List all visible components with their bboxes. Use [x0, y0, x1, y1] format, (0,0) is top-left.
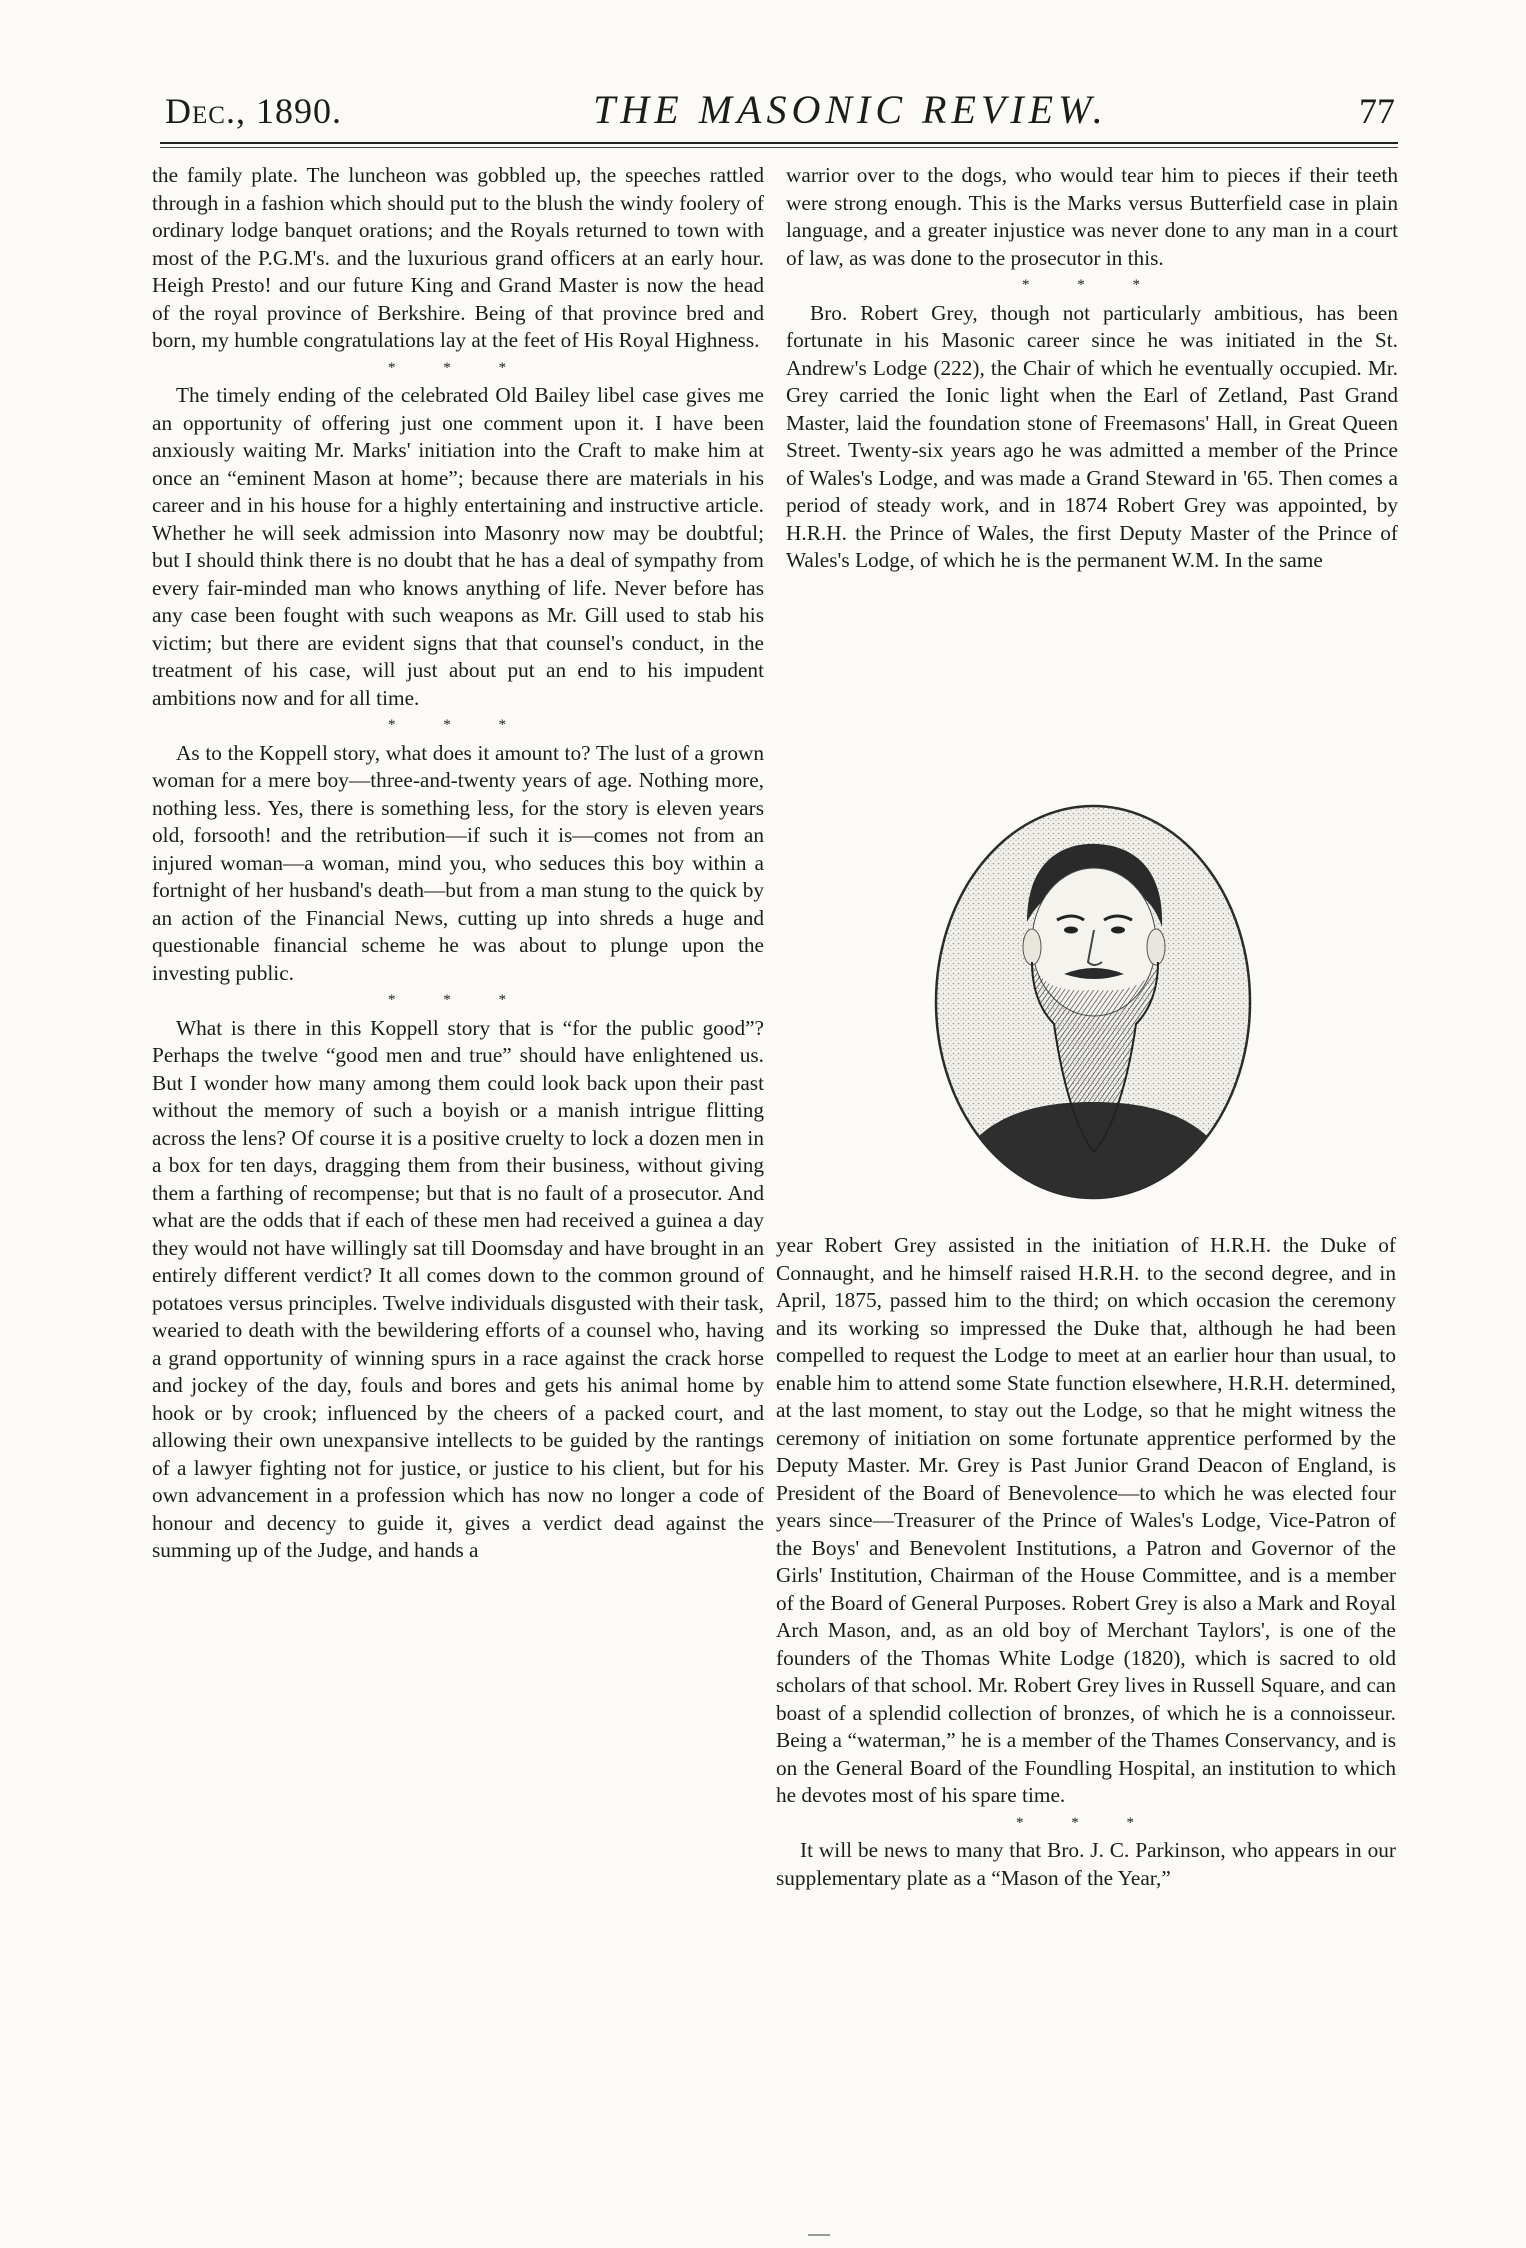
issue-date: Dec., 1890. — [165, 91, 342, 131]
section-separator: * * * — [1022, 277, 1162, 293]
paragraph: Bro. Robert Grey, though not particularly ambitious, has been fortunate in his Masonic career since he was initiated in the St. Andrew's Lodge (222), the Chair of which he eventually occupied. Mr. Grey carried the Ionic light when the Earl of Zetland, Past Grand Master, laid the foundation stone of Freemasons' Hall, in Great Queen Street. Twenty-six years ago he was admitted a member of the Prince of Wales's Lodge, and was made a Grand Steward in '65. Then comes a period of steady work, and in 1874 Robert Grey was appointed, by H.R.H. the Prince of Wales, the first Deputy Master of the Prince of Wales's Lodge, of which he is the permanent W.M. In the same — [786, 300, 1398, 572]
page-number: 77 — [1358, 91, 1395, 131]
paragraph: warrior over to the dogs, who would tear him to pieces if their teeth were strong enough. This is the Marks versus Butterfield case in plain language, and a greater injustice was never done to any man in a court of law, as was done to the prosecutor in this. — [786, 163, 1398, 270]
right-column-bottom — [776, 1232, 1396, 1892]
section-separator: * * * — [1016, 1814, 1156, 1831]
footer-mark — [808, 2234, 830, 2236]
section-separator: * * * — [388, 992, 528, 1008]
header-rule-thick — [160, 142, 1398, 144]
paragraph: the family plate. The luncheon was gobbled up, the speeches rattled through in a fashion which should put to the blush the windy foolery of ordinary lodge banquet orations; and the Royals returned to town with most of the P.G.M's. and the luxurious grand officers at an early hour. Heigh Presto! and our future King and Grand Master is now the head of the royal province of Berkshire. Being of that province bred and born, my humble congratulations lay at the feet of His Royal Highness. — [152, 163, 764, 352]
publication-title: THE MASONIC REVIEW. — [593, 87, 1108, 132]
section-separator: * * * — [388, 717, 528, 733]
running-head — [165, 86, 1395, 142]
paragraph: The timely ending of the celebrated Old Bailey libel case gives me an opportunity of offering just one comment upon it. I have been anxiously waiting Mr. Marks' initiation into the Craft to make him at once an “eminent Mason at home”; because there are materials in his career and in his house for a highly entertaining and instructive article. Whether he will seek admission into Masonry now may be doubtful; but I should think there is no doubt that he has a deal of sympathy from every fair-minded man who knows anything of life. Never before has any case been fought with such weapons as Mr. Gill used to stab his victim; but there are evident signs that that counsel's conduct, in the treatment of his case, will just about put an end to his impudent ambitions now and for all time. — [152, 383, 764, 710]
paragraph: What is there in this Koppell story that is “for the public good”? Perhaps the twelve “good men and true” should have enlightened us. But I wonder how many among them could look back upon their past without the memory of such a boyish or a manish intrigue flitting across the lens? Of course it is a positive cruelty to lock a dozen men in a box for ten days, dragging them from their business, without giving them a farthing of recompense; but that is no fault of a prosecutor. And what are the odds that if each of these men had received a guinea a day they would not have willingly sat till Doomsday and have brought in an entirely different verdict? It all comes down to the common ground of potatoes versus principles. Twelve individuals disgusted with their task, wearied to death with the bewildering efforts of a counsel who, having a grand opportunity of winning spurs in a race against the crack horse and jockey of the day, fouls and bores and gets his animal home by hook or by crook; influenced by the cheers of a packed court, and allowing their own unexpansive intellects to be guided by the rantings of a lawyer fighting not for justice, or justice to his client, but for his own advancement in a profession which has now no longer a code of honour and decency to guide it, gives a verdict dead against the summing up of the Judge, and hands a — [152, 1015, 764, 1562]
right-column-top — [786, 162, 1398, 575]
paragraph: As to the Koppell story, what does it amount to? The lust of a grown woman for a mere boy—three-and-twenty years of age. Nothing more, nothing less. Yes, there is something less, for the story is eleven years old, forsooth! and the retribution—if such it is—comes not from an injured woman—a woman, mind you, who seduces this boy within a fortnight of her husband's death—but from a man stung to the quick by an action of the Financial News, cutting up into shreds a huge and questionable financial scheme he was about to plunge upon the investing public. — [152, 740, 764, 985]
header-rule-thin — [160, 147, 1398, 148]
portrait-engraving-icon — [932, 802, 1254, 1202]
section-separator: * * * — [388, 359, 528, 376]
paragraph: It will be news to many that Bro. J. C. Parkinson, who appears in our supplementary plate as a “Mason of the Year,” — [776, 1838, 1396, 1890]
left-column — [152, 162, 764, 1565]
paragraph: year Robert Grey assisted in the initiation of H.R.H. the Duke of Connaught, and he himself raised H.R.H. to the second degree, and in April, 1875, passed him to the third; on which occasion the ceremony and its working so impressed the Duke that, although he had been compelled to request the Lodge to meet at an earlier hour than usual, to enable him to attend some State function elsewhere, H.R.H. determined, at the last moment, to stay out the Lodge, so that he might witness the ceremony of initiation on some fortunate apprentice performed by the Deputy Master. Mr. Grey is Past Junior Grand Deacon of England, is President of the Board of Benevolence—to which he was elected four years since—Treasurer of the Prince of Wales's Lodge, Vice-Patron of the Boys' and Benevolent Institutions, a Patron and Governor of the Girls' Institution, Chairman of the House Committee, and is a member of the Board of General Purposes. Robert Grey is also a Mark and Royal Arch Mason, and, as an old boy of Merchant Taylors', is one of the founders of the Thomas White Lodge (1820), which is sacred to old scholars of that school. Mr. Robert Grey lives in Russell Square, and can boast of a splendid collection of bronzes, of which he is a connoisseur. Being a “waterman,” he is a member of the Thames Conservancy, and is on the General Board of the Foundling Hospital, an institution to which he devotes most of his spare time. — [776, 1233, 1396, 1807]
